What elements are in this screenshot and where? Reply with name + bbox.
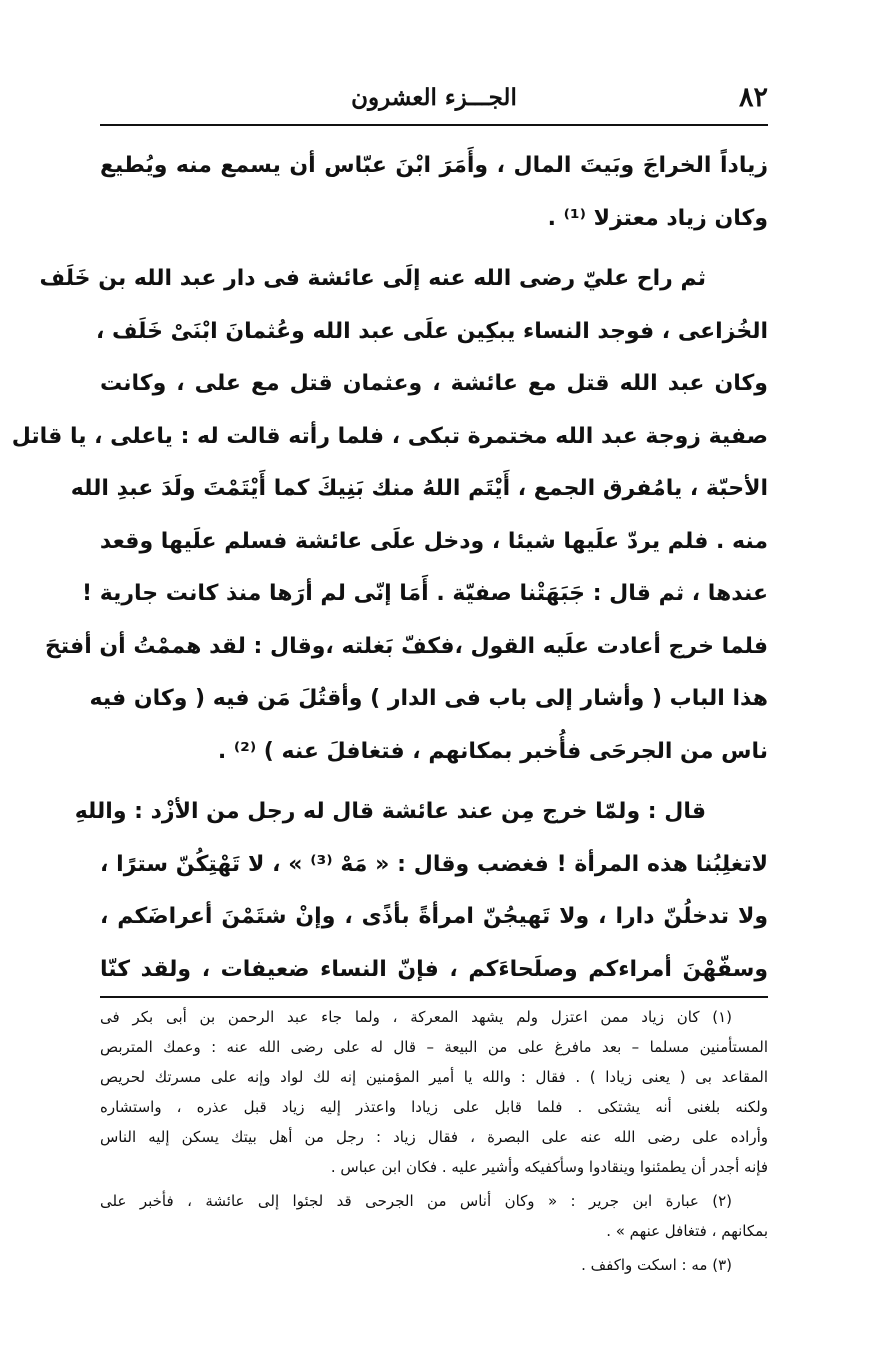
footnote-line: ولكنه بلغنى أنه يشتكى . فلما قابل على زيادا واعتذر إليه زياد قبل عذره ، واستشاره xyxy=(100,1098,768,1116)
footnote-line: فإنه أجدر أن يطمئنوا وينقادوا وسأكفيكه وأشير عليه . فكان ابن عباس . xyxy=(330,1158,768,1176)
text-line: وسفّهْنَ أمراءكم وصلَحاءَكم ، فإنّ النساء ضعيفات ، ولقد كنّا xyxy=(100,956,768,982)
text-line: ثم راح عليّ رضى الله عنه إلَى عائشة فى دار عبد الله بن خَلَف xyxy=(39,266,706,291)
footnote-line: المستأمنين مسلما – بعد مافرغ على من البيعة – قال له على رضى الله عنه : وعمك المتربص xyxy=(100,1038,768,1056)
text-line: عندها ، ثم قال : جَبَهَتْنا صفيّة . أَمَا إنّى لم أرَها منذ كانت جارية ! xyxy=(82,581,768,606)
text-line: وكان زياد معتزلا ⁽¹⁾ . xyxy=(547,205,768,231)
text-line: لاتغلِبُنا هذه المرأة ! فغضب وقال : « مَهْ ⁽³⁾ » ، لا تَهْتِكُنّ سترًا ، xyxy=(100,851,768,877)
text-line: قال : ولمّا خرج مِن عند عائشة قال له رجل من الأزْد : واللهِ xyxy=(74,799,706,824)
footnote-line: (٢) عبارة ابن جرير : « وكان أناس من الجرحى قد لجئوا إلى عائشة ، فأخبر على xyxy=(100,1192,732,1210)
text-line: فلما خرج أعادت علَيه القول ،فكفّ بَغلته ،وقال : لقد هممْتُ أن أفتحَ xyxy=(44,633,768,659)
text-line: صفية زوجة عبد الله مختمرة تبكى ، فلما رأته قالت له : ياعلى ، يا قاتل xyxy=(11,423,768,449)
footnote-line: وأراده على رضى الله عنه على البصرة ، فقال زياد : رجل من أهل بيتك يسكن إليه الناس xyxy=(100,1128,768,1146)
text-line: ولا تدخلُنّ دارا ، ولا تَهيجُنّ امرأةً بأذًى ، وإنْ شتَمْنَ أعراضَكم ، xyxy=(100,904,768,929)
running-head: الجـــزء العشرون xyxy=(351,84,517,111)
text-line: ناس من الجرحَى فأُخبر بمكانهم ، فتغافلَ عنه ) ⁽²⁾ . xyxy=(217,738,768,764)
page-number: ٨٢ xyxy=(738,82,768,113)
footnote-rule xyxy=(100,996,768,998)
footnote-line: المقاعد بى ( يعنى زيادا ) . فقال : والله يا أمير المؤمنين إنه لك لواد وإنه على مسرتك لحريص xyxy=(100,1068,768,1086)
text-line: زياداً الخراجَ وبَيتَ المال ، وأَمَرَ ابْنَ عبّاس أن يسمع منه ويُطيع xyxy=(100,153,768,178)
footnote-line: (١) كان زياد ممن اعتزل ولم يشهد المعركة ، ولما جاء عبد الرحمن بن أبى بكر فى xyxy=(100,1008,732,1026)
footnote-line: (٣) مه : اسكت واكفف . xyxy=(581,1256,732,1274)
text-line: الخُزاعى ، فوجد النساء يبكِين علَى عبد الله وعُثمانَ ابْنَىْ خَلَف ، xyxy=(95,318,768,344)
header-rule xyxy=(100,124,768,126)
text-line: منه . فلم يردّ علَيها شيئا ، ودخل علَى عائشة فسلم علَيها وقعد xyxy=(99,528,768,554)
text-line: هذا الباب ( وأشار إلى باب فى الدار ) وأقتُلَ مَن فيه ( وكان فيه xyxy=(89,686,768,711)
main-text xyxy=(11,140,768,996)
text-line: الأحبّة ، يامُفرق الجمع ، أَيْتَم اللهُ منك بَنِيكَ كما أَيْتَمْتَ ولَدَ عبدِ الله xyxy=(70,476,768,501)
page-header xyxy=(100,82,768,124)
text-line: وكان عبد الله قتل مع عائشة ، وعثمان قتل مع على ، وكانت xyxy=(100,371,768,396)
footnote-line: بمكانهم ، فتغافل عنهم » . xyxy=(606,1222,768,1240)
footnotes xyxy=(100,1002,768,1280)
